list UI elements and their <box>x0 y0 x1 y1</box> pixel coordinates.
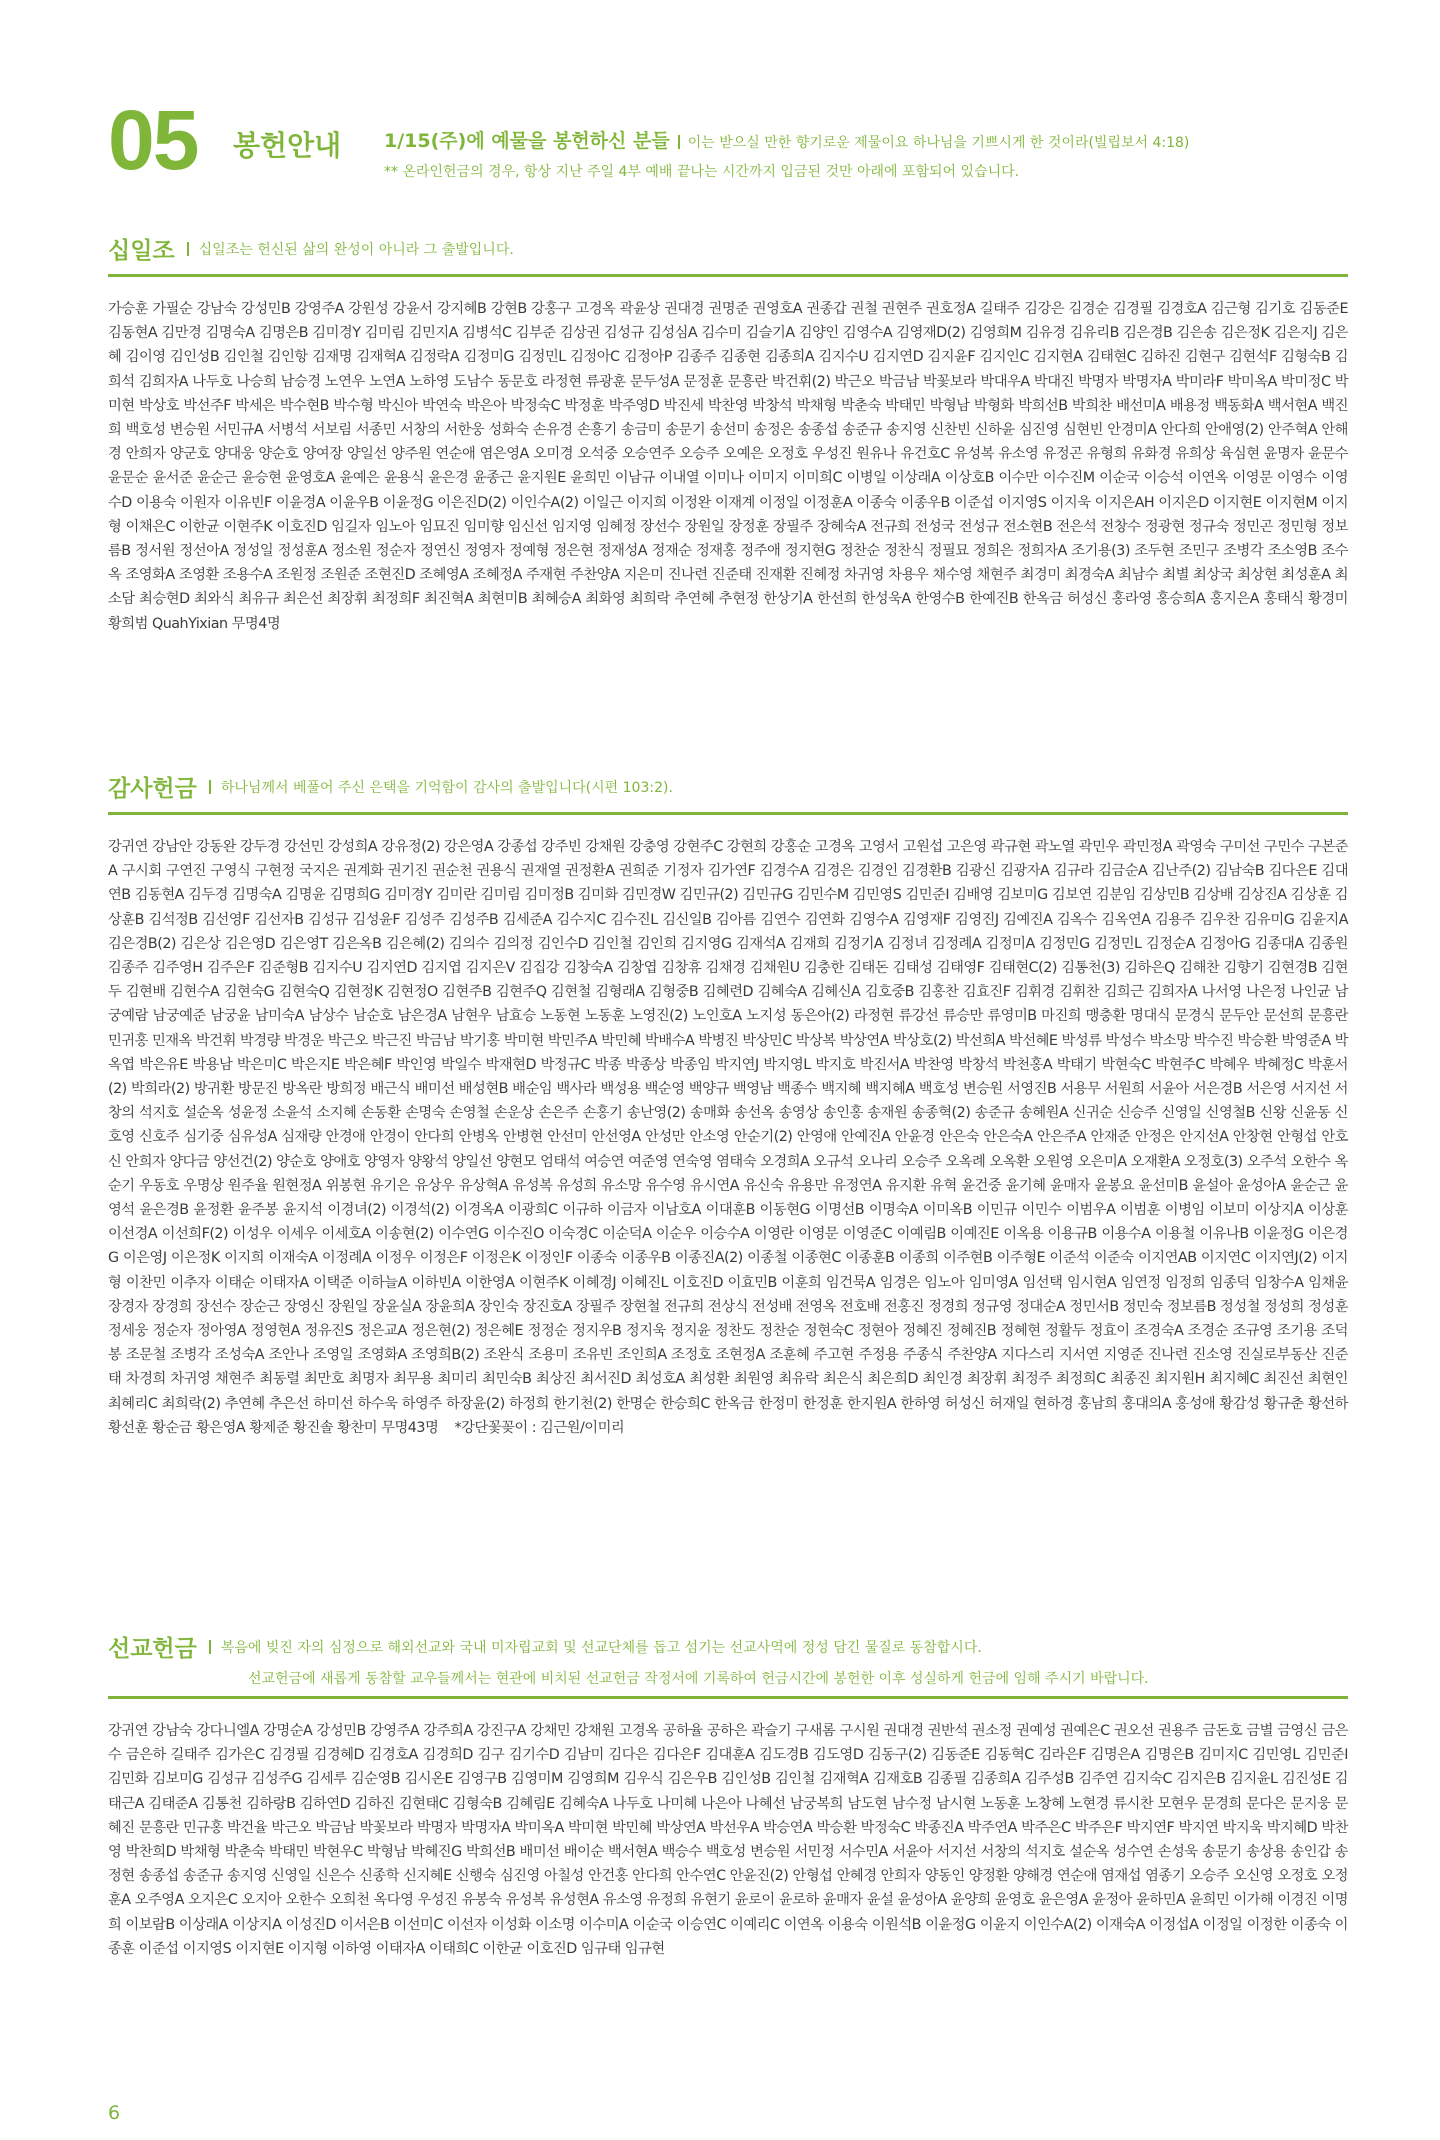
header-text <box>384 126 1354 181</box>
mission-names-list: 강귀연 강남숙 강다니엘A 강명순A 강성민B 강영주A 강주희A 강진구A 강채민 강채원 고경옥 공하율 공하은 곽슬기 구새롬 구시원 권대경 권반석 권소정 권예성 권예은C 권오선 권용주 금돈호 금별 금영신 금은수 금은하 길태주 김가은C 김경필 김경혜D 김경호A 김경희D 김구 김기수D 김남미 김다은 김다은F 김대훈A 김도경B 김도영D 김동구(2) 김동준E 김동혁C 김라은F 김명은A 김명은B 김미지C 김민영L 김민준I 김민화 김보미G 김성규 김성주G 김세루 김순영B 김시온E 김영구B 김영미M 김영희M 김우식 김은우B 김인성B 김인철 김재혁A 김재호B 김종필 김종희A 김주성B 김주연 김지숙C 김지은B 김지윤L 김진성E 김태근A 김태준A 김통천 김하랑B 김하연D 김하진 김현태C 김형숙B 김혜림E 김혜숙A 나두호 나미혜 나은아 나혜선 남궁복희 남도현 남수정 남시현 노동훈 노창혜 노현경 류시찬 모현우 문경희 문다은 문지웅 문혜진 문흥란 민규홍 박건율 박근오 박금남 박꽃보라 박명자 박명자A 박미옥A 박미현 박민혜 박상연A 박선우A 박승연A 박승환 박정숙C 박종진A 박주연A 박주은C 박주은F 박지연F 박지연 박지욱 박지혜D 박찬영 박찬희D 박채형 박춘숙 박태민 박현우C 박형남 박혜진G 박희선B 배미선 배이순 백서현A 백승수 백호성 변승원 서민정 서수민A 서윤아 서지선 서창의 석지호 설순옥 성수연 손성욱 송문기 송상용 송인갑 송정현 송종섭 송준규 송지영 신영일 신은수 신종학 신지혜E 신행숙 심진영 아칠성 안건홍 안다희 안수연C 안윤진(2) 안형섭 안혜경 안희자 양동인 양정환 양해경 연순애 염재섭 염종기 오승주 오신영 오정호 오정훈A 오주영A 오지은C 오지아 오한수 오희천 옥다영 우성진 유봉숙 유성복 유성현A 유소영 유정희 유현기 윤로이 윤로하 윤매자 윤설 윤성아A 윤양희 윤영호 윤은영A 윤정아 윤하민A 윤희민 이가해 이경진 이명희 이보람B 이상래A 이상지A 이성진D 이서은B 이선미C 이선자 이성화 이소명 이수미A 이순국 이승연C 이예리C 이연옥 이용숙 이원석B 이윤정G 이윤지 이인수A(2) 이재숙A 이정섭A 이정일 이정한 이종숙 이종훈 이준섭 이지영S 이지현E 이지형 이하영 이태자A 이태희C 이한균 이호진D 임규태 임규현 <box>108 1723 1348 1957</box>
divider-bar <box>209 780 211 794</box>
page-number: 6 <box>108 2102 121 2124</box>
tithe-title: 십일조 <box>108 238 175 264</box>
thanks-title: 감사헌금 <box>108 776 197 802</box>
thanks-subtitle: 하나님께서 베풀어 주신 은택을 기억함이 감사의 출발입니다(시편 103:2). <box>220 779 673 796</box>
scripture-verse: 이는 받으실 만한 향기로운 제물이요 하나님을 기쁘시게 한 것이라(빌립보서 4:18) <box>687 135 1190 151</box>
header-line <box>384 126 1354 153</box>
offering-date: 1/15(주)에 예물을 봉헌하신 분들 <box>384 130 670 152</box>
divider-bar <box>678 135 680 149</box>
mission-heading <box>108 1630 1348 1664</box>
mission-subtitle-2: 선교헌금에 새롭게 동참할 교우들께서는 현관에 비치된 선교헌금 작정서에 기록하여 헌금시간에 봉헌한 이후 성실하게 헌금에 임해 주시기 바랍니다. <box>248 1671 1149 1687</box>
tithe-section <box>108 232 1348 636</box>
section-title: 봉헌안내 <box>233 129 342 162</box>
section-divider <box>108 812 1348 815</box>
tithe-names-list: 가승훈 가필순 강남숙 강성민B 강영주A 강원성 강윤서 강지혜B 강현B 강홍구 고경옥 곽윤상 권대경 권명준 권영호A 권종갑 권철 권현주 권호정A 길태주 김강은 김경순 김경필 김경호A 김근형 김기호 김동준E 김동현A 김만경 김명숙A 김명은B 김미경Y 김미림 김민지A 김병석C 김부준 김상권 김성규 김성심A 김수미 김슬기A 김양인 김영수A 김영재D(2) 김영희M 김유경 김유리B 김은경B 김은송 김은정K 김은지J 김은혜 김이영 김인성B 김인철 김인항 김재명 김재혁A 김정락A 김정미G 김정민L 김정아C 김정아P 김종주 김종현 김종희A 김지수U 김지연D 김지윤F 김지인C 김지현A 김태현C 김하진 김현구 김현석F 김형숙B 김희석 김희자A 나두호 나승희 남승경 노연우 노연A 노하영 도남수 동문호 라정현 류광훈 문두성A 문정훈 문흥란 박건휘(2) 박근오 박금남 박꽃보라 박대우A 박대진 박명자 박명자A 박미라F 박미옥A 박미정C 박미현 박상호 박선주F 박세은 박수현B 박수형 박신아 박연숙 박은아 박정숙C 박정훈 박주영D 박진세 박찬영 박창석 박채형 박춘숙 박태민 박형남 박형화 박희선B 박희찬 배선미A 배용정 백동화A 백서현A 백진희 백호성 변승원 서민규A 서병석 서보림 서종민 서창의 서한웅 성화숙 손유경 손흥기 송금미 송문기 송선미 송정은 송종섭 송준규 송지영 신찬빈 신하윤 심진영 심현빈 안경미A 안다희 안애영(2) 안주혁A 안해경 안희자 양군호 양대웅 양순호 양여장 양일선 양주원 연순애 염은영A 오미경 오석중 오승연주 오승주 오예은 오정호 우성진 원유나 유건호C 유성복 유소영 유정곤 유형희 유화경 유희상 육심현 윤명자 윤문수 윤문순 윤서준 윤순근 윤승현 윤영호A 윤예은 윤용식 윤은경 윤종근 윤지원E 윤희민 이남규 이내열 이미나 이미지 이미희C 이병일 이상래A 이상호B 이수만 이수진M 이순국 이승석 이연옥 이영문 이영수 이영수D 이용숙 이원자 이유빈F 이윤경A 이윤우B 이윤정G 이은진D(2) 이인수A(2) 이일근 이지희 이정완 이재계 이정일 이정훈A 이종숙 이종우B 이준섭 이지영S 이지욱 이지은AH 이지은D 이지현E 이지현M 이지형 이채은C 이한균 이현주K 이호진D 임길자 임노아 임묘진 임미향 임신선 임지영 임혜정 장선수 장원일 장정훈 장필주 장혜숙A 전규희 전성국 전성규 전소현B 전은석 전창수 정광현 정규숙 정민곤 정민형 정보름B 정서원 정선아A 정성일 정성훈A 정소원 정순자 정연신 정영자 정예형 정은현 정재성A 정재순 정재홍 정주애 정지현G 정찬순 정찬식 정필묘 정희은 정희자A 조기용(3) 조두현 조민구 조병각 조소영B 조수옥 조영화A 조영환 조용수A 조원정 조원준 조현진D 조혜영A 조혜정A 주재현 주찬양A 지은미 진나련 진준태 진재환 진혜정 차귀영 차용우 채수영 채현주 최경미 최경숙A 최남수 최별 최상국 최상현 최성훈A 최소담 최승현D 최와식 최유규 최은선 최장휘 최정희F 최진혁A 최현미B 최혜승A 최화영 최희락 추연혜 추현정 한상기A 한선희 한성욱A 한영수B 한예진B 한옥금 허성신 홍라영 홍승희A 홍지은A 홍태식 황경미 황희범 QuahYixian 무명4명 <box>108 301 1348 632</box>
mission-title: 선교헌금 <box>108 1636 197 1662</box>
section-divider <box>108 274 1348 277</box>
divider-bar <box>187 242 189 256</box>
thanks-section <box>108 770 1348 1440</box>
page-header <box>108 93 1348 192</box>
thanks-heading <box>108 770 1348 804</box>
tithe-heading <box>108 232 1348 266</box>
altar-flower-credit: *강단꽃꽂이 : 김근원/이미리 <box>454 1419 625 1436</box>
divider-bar <box>209 1640 211 1654</box>
thanks-names-list <box>108 835 1348 1440</box>
mission-section <box>108 1630 1348 1961</box>
section-number: 05 <box>108 93 198 187</box>
section-divider <box>108 1696 1348 1699</box>
online-offering-note: ** 온라인헌금의 경우, 항상 지난 주일 4부 예배 끝나는 시간까지 입금된 것만 아래에 포함되어 있습니다. <box>384 164 1020 180</box>
thanks-names: 강귀연 강남안 강동완 강두경 강선민 강성희A 강유정(2) 강은영A 강종섭 강주빈 강채원 강충영 강현주C 강현희 강홍순 고경옥 고영서 고원섭 고은영 곽규현 곽노열 곽민우 곽민정A 곽영숙 구미선 구민수 구본준A 구시회 구연진 구영식 구현정 국지은 권계화 권기진 권순천 권용식 권재열 권정환A 권희준 기정자 김가연F 김경수A 김경은 김경인 김경환B 김광신 김광자A 김규라 김금순A 김난주(2) 김남숙B 김다은E 김대연B 김동현A 김두경 김명숙A 김명윤 김명희G 김미경Y 김미란 김미림 김미정B 김미화 김민경W 김민규(2) 김민규G 김민수M 김민영S 김민준I 김배영 김보미G 김보연 김분임 김상민B 김상배 김상진A 김상훈 김상훈B 김석정B 김선영F 김선자B 김성규 김성윤F 김성주 김성주B 김세준A 김수지C 김수진L 김신일B 김아름 김연수 김연화 김영수A 김영재F 김영진J 김예진A 김옥수 김옥연A 김용주 김우찬 김유미G 김윤지A 김은경B(2) 김은상 김은영D 김은영T 김은옥B 김은혜(2) 김의수 김의정 김인수D 김인철 김인희 김지영G 김재석A 김재희 김정기A 김정녀 김정례A 김정미A 김정민G 김정민L 김정순A 김정아G 김종대A 김종원 김종주 김주영H 김주은F 김준형B 김지수U 김지연D 김지엽 김지은V 김집강 김창숙A 김창엽 김창휴 김채경 김채원U 김충한 김태돈 김태성 김태영F 김태현C(2) 김통천(3) 김하은Q 김해찬 김향기 김현경B 김현두 김현배 김현수A 김현숙G 김현숙Q 김현정K 김현정O 김현주B 김현주Q 김현철 김형래A 김형중B 김혜련D 김혜숙A 김혜신A 김호중B 김홍찬 김효진F 김휘경 김휘찬 김희근 김희자A 나서영 나은정 나인균 남궁예람 남궁예준 남궁윤 남미숙A 남상수 남순호 남은경A 남현우 남효승 노동현 노동훈 노영진(2) 노인호A 노지성 동은아(2) 라정현 류강선 류승만 류영미B 마진희 맹충환 명대식 문경식 문두안 문선희 문흥란 민귀홍 민재옥 박건휘 박경량 박경운 박근오 박근진 박금남 박기홍 박미현 박민주A 박민혜 박배수A 박병진 박상민C 박상복 박상연A 박상호(2) 박선희A 박선혜E 박성류 박성수 박소망 박수진 박승환 박영준A 박옥엽 박은유E 박용남 박은미C 박은지E 박은혜F 박인영 박일수 박재현D 박정규C 박종 박종상 박종임 박지연J 박지영L 박지호 박진서A 박찬영 박창석 박천홍A 박태기 박현숙C 박현주C 박혜우 박혜정C 박훈서(2) 박희라(2) 방귀환 방문진 방옥란 방희정 배근식 배미선 배성현B 배순임 백사라 백성용 백순영 백양규 백영남 백종수 백지혜 백지혜A 백호성 변승원 서영진B 서용무 서원희 서윤아 서은경B 서은영 서지선 서창의 석지호 설순옥 성윤정 소윤석 소지혜 손동환 손명숙 손영철 손운상 손은주 손홍기 송난영(2) 송매화 송선옥 송영상 송인홍 송재원 송종혁(2) 송준규 송혜원A 신귀순 신승주 신영일 신영철B 신왕 신윤동 신호영 신호주 심기중 심유성A 심재량 안경애 안경이 안다희 안병옥 안병현 안선미 안선영A 안성만 안소영 안순기(2) 안영애 안예진A 안윤경 안은숙 안은숙A 안은주A 안재준 안정은 안지선A 안창현 안형섭 안호신 안희자 양다금 양선건(2) 양순호 양애호 양영자 양왕석 양일선 양현모 엄태석 여승연 여준영 연숙영 염태숙 오경희A 오규석 오나리 오승주 오옥례 오옥환 오원영 오은미A 오재환A 오정호(3) 오주석 오한수 옥순기 우동호 우명상 원주율 원현정A 위봉현 유기은 유상우 유상혁A 유성복 유성희 유소망 유수영 유시연A 유신숙 유용만 유정연A 유지환 유혁 윤건중 윤기혜 윤매자 윤봉요 윤선미B 윤설아 윤성아A 윤순근 윤영석 윤은경B 윤정환 윤주봉 윤지석 이경녀(2) 이경석(2) 이경옥A 이광희C 이규하 이금자 이남호A 이대훈B 이동현G 이명선B 이명숙A 이미옥B 이민규 이민수 이범우A 이범훈 이병임 이보미 이상지A 이상훈 이선경A 이선희F(2) 이성우 이세우 이세호A 이송현(2) 이수연G 이수진O 이숙경C 이순덕A 이순우 이승수A 이영란 이영문 이영준C 이예림B 이예진E 이옥용 이용규B 이용수A 이용철 이유나B 이윤정G 이은경G 이은영J 이은정K 이지희 이재숙A 이정례A 이정우 이정은F 이정은K 이정인F 이종숙 이종우B 이종진A(2) 이종철 이종현C 이종훈B 이종희 이주현B 이주형E 이준석 이준숙 이지연AB 이지연C 이지연J(2) 이지형 이찬민 이추자 이태순 이태자A 이택준 이하늘A 이하빈A 이한영A 이현주K 이혜경J 이혜진L 이호진D 이효민B 이훈희 임건묵A 임경은 임노아 임미영A 임선택 임시현A 임연정 임정희 임종덕 임창수A 임채윤 장경자 장경희 장선수 장순근 장영신 장원일 장윤실A 장윤희A 장인숙 장진호A 장필주 장현철 전규희 전상식 전성배 전영옥 전호배 전홍진 정경희 정규영 정대순A 정민서B 정민숙 정보름B 정성철 정성희 정성훈 정세웅 정순자 정아영A 정영현A 정유진S 정은교A 정은현(2) 정은혜E 정정순 정지우B 정지욱 정지윤 정찬도 정찬순 정현숙C 정현아 정혜진 정혜진B 정혜현 정활두 정효이 조경숙A 조경순 조규영 조기용 조덕봉 조문철 조병각 조성숙A 조안나 조영일 조영화A 조영희B(2) 조완식 조용미 조유빈 조인희A 조정호 조현정A 조훈혜 주고현 주정용 주종식 주찬양A 지다스리 지서연 지영준 진나련 진소영 진실로부동산 진준태 차경희 차귀영 채현주 최동렬 최만호 최명자 최무용 최미리 최민숙B 최상진 최서진D 최성호A 최성환 최원영 최유락 최은식 최은희D 최인경 최장휘 최정주 최정희C 최종진 최지원H 최지혜C 최진선 최현인 최혜리C 최희락(2) 추연혜 추은선 하미선 하수욱 하영주 하장윤(2) 하정희 한기천(2) 한명순 한승희C 한옥금 한정미 한정훈 한지원A 한하영 허성신 허재일 현하경 홍남희 홍대의A 홍성애 황감성 황규춘 황선하 황선훈 황순금 황은영A 황제준 황진솔 황찬미 무명43명 <box>108 839 1348 1436</box>
mission-subtitle: 복음에 빚진 자의 심정으로 해외선교와 국내 미자립교회 및 선교단체를 돕고 섬기는 선교사역에 정성 담긴 물질로 동참합시다. <box>220 1639 982 1656</box>
tithe-subtitle: 십일조는 헌신된 삶의 완성이 아니라 그 출발입니다. <box>198 241 514 258</box>
